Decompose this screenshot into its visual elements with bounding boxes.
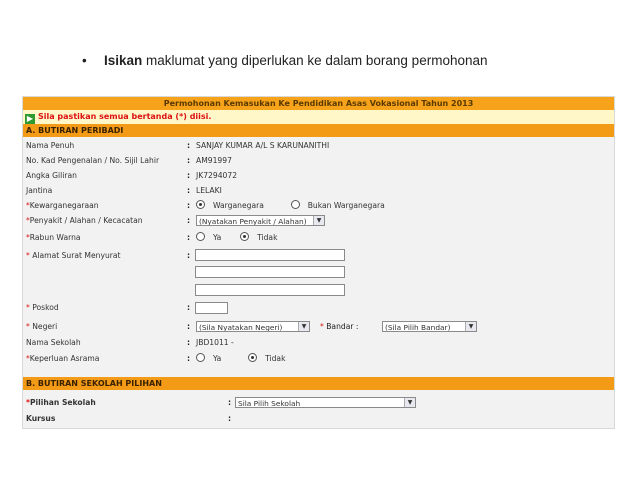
required-star: * (26, 216, 30, 225)
required-star: * (26, 322, 30, 331)
colon: : (187, 303, 191, 312)
radio-asrama-ya[interactable] (196, 353, 205, 362)
poskod-label-wrap (26, 300, 59, 315)
radio-asrama-tidak[interactable] (248, 353, 257, 362)
alamat-label-wrap (26, 248, 121, 263)
penyakit-select[interactable] (196, 215, 325, 226)
alamat-label: Alamat Surat Menyurat (29, 251, 121, 260)
colon: : (187, 171, 191, 180)
row-rabun (23, 230, 614, 245)
colon: : (187, 186, 191, 195)
rabun-options (196, 230, 277, 245)
radio-warganegara[interactable] (196, 200, 205, 209)
alamat-line3-input[interactable] (195, 284, 345, 296)
nama-value: SANJAY KUMAR A/L S KARUNANITHI (196, 141, 330, 150)
asrama-label-wrap (26, 351, 99, 366)
colon: : (187, 201, 191, 210)
pilihan-label-wrap (26, 395, 96, 410)
chevron-down-icon: ▼ (465, 322, 476, 331)
rabun-label-wrap (26, 230, 81, 245)
kewarganegaraan-options (196, 198, 385, 213)
colon: : (187, 233, 191, 242)
alamat-line2-input[interactable] (195, 266, 345, 278)
bandar-select-value: (Sila Pilih Bandar) (385, 323, 451, 332)
required-star: * (26, 201, 30, 210)
negeri-select[interactable] (196, 321, 310, 332)
section-a-header: A. BUTIRAN PERIBADI (23, 124, 614, 137)
penyakit-label-wrap (26, 213, 143, 228)
section-b-header: B. BUTIRAN SEKOLAH PILIHAN (23, 377, 614, 390)
jantina-value: LELAKI (196, 186, 222, 195)
asrama-tidak-label: Tidak (265, 354, 286, 363)
notice-text: Sila pastikan semua bertanda (*) diisi. (38, 112, 212, 121)
arrow-right-icon: ▶ (26, 114, 34, 123)
colon: : (187, 322, 191, 331)
required-notice (23, 110, 614, 124)
form-title: Permohonan Kemasukan Ke Pendidikan Asas Vokasional Tahun 2013 (23, 97, 614, 110)
asrama-ya-label: Ya (213, 354, 222, 363)
colon: : (228, 414, 232, 423)
slide-bullet-line (82, 53, 488, 68)
jantina-label: Jantina (26, 186, 53, 195)
pilihan-sekolah-select[interactable] (235, 397, 416, 408)
chevron-down-icon: ▼ (313, 216, 324, 225)
colon: : (187, 156, 191, 165)
kursus-label: Kursus (26, 414, 56, 423)
kp-value: AM91997 (196, 156, 232, 165)
lead-bold-text: Isikan (104, 53, 143, 68)
radio-rabun-ya[interactable] (196, 232, 205, 241)
chevron-down-icon: ▼ (404, 398, 415, 407)
required-star: * (26, 354, 30, 363)
rabun-tidak-label: Tidak (257, 233, 278, 242)
negeri-label: Negeri (29, 322, 58, 331)
nama-sekolah-label: Nama Sekolah (26, 338, 81, 347)
rabun-label: Rabun Warna (29, 233, 81, 242)
required-star: * (26, 233, 30, 242)
row-kp (23, 153, 614, 168)
row-poskod (23, 300, 614, 315)
lead-text: maklumat yang diperlukan ke dalam borang permohonan (142, 53, 488, 68)
asrama-options (196, 351, 285, 366)
negeri-label-wrap (26, 319, 57, 334)
application-form (22, 96, 615, 429)
colon: : (228, 398, 232, 407)
required-star: * (26, 303, 30, 312)
row-jantina (23, 183, 614, 198)
asrama-label: Keperluan Asrama (29, 354, 100, 363)
angka-value: JK7294072 (196, 171, 238, 180)
colon: : (187, 141, 191, 150)
kewarganegaraan-label: Kewarganegaraan (29, 201, 99, 210)
required-star: * (26, 251, 30, 260)
colon: : (187, 338, 191, 347)
chevron-down-icon: ▼ (298, 322, 309, 331)
radio-rabun-tidak[interactable] (240, 232, 249, 241)
kp-label: No. Kad Pengenalan / No. Sijil Lahir (26, 156, 160, 165)
penyakit-select-value: (Nyatakan Penyakit / Alahan) (199, 217, 307, 226)
bandar-label: Bandar : (323, 322, 359, 331)
pilihan-sekolah-label: Pilihan Sekolah (29, 398, 96, 407)
row-asrama (23, 351, 614, 366)
row-angka (23, 168, 614, 183)
row-penyakit (23, 213, 614, 228)
warganegara-label: Warganegara (213, 201, 264, 210)
angka-label: Angka Giliran (26, 171, 77, 180)
colon: : (187, 354, 191, 363)
required-star: * (320, 322, 324, 331)
bandar-label-wrap (320, 319, 358, 334)
row-nama-sekolah (23, 335, 614, 350)
colon: : (187, 251, 191, 260)
row-negeri (23, 319, 614, 334)
penyakit-label: Penyakit / Alahan / Kecacatan (29, 216, 143, 225)
required-star: * (26, 398, 30, 407)
row-kewarganegaraan (23, 198, 614, 213)
bullet-dot: • (82, 53, 87, 68)
poskod-input[interactable] (195, 302, 228, 314)
kewarganegaraan-label-wrap (26, 198, 99, 213)
radio-bukan-warganegara[interactable] (291, 200, 300, 209)
alamat-line1-input[interactable] (195, 249, 345, 261)
pilihan-sekolah-select-value: Sila Pilih Sekolah (238, 399, 301, 408)
poskod-label: Poskod (29, 303, 59, 312)
bukan-warganegara-label: Bukan Warganegara (307, 201, 385, 210)
bandar-select[interactable] (382, 321, 477, 332)
colon: : (187, 216, 191, 225)
row-nama (23, 138, 614, 153)
rabun-ya-label: Ya (213, 233, 222, 242)
negeri-select-value: (Sila Nyatakan Negeri) (199, 323, 283, 332)
nama-label: Nama Penuh (26, 141, 75, 150)
row-pilihan-sekolah (23, 395, 614, 410)
row-kursus (23, 411, 614, 426)
nama-sekolah-value: JBD1011 - (196, 338, 234, 347)
